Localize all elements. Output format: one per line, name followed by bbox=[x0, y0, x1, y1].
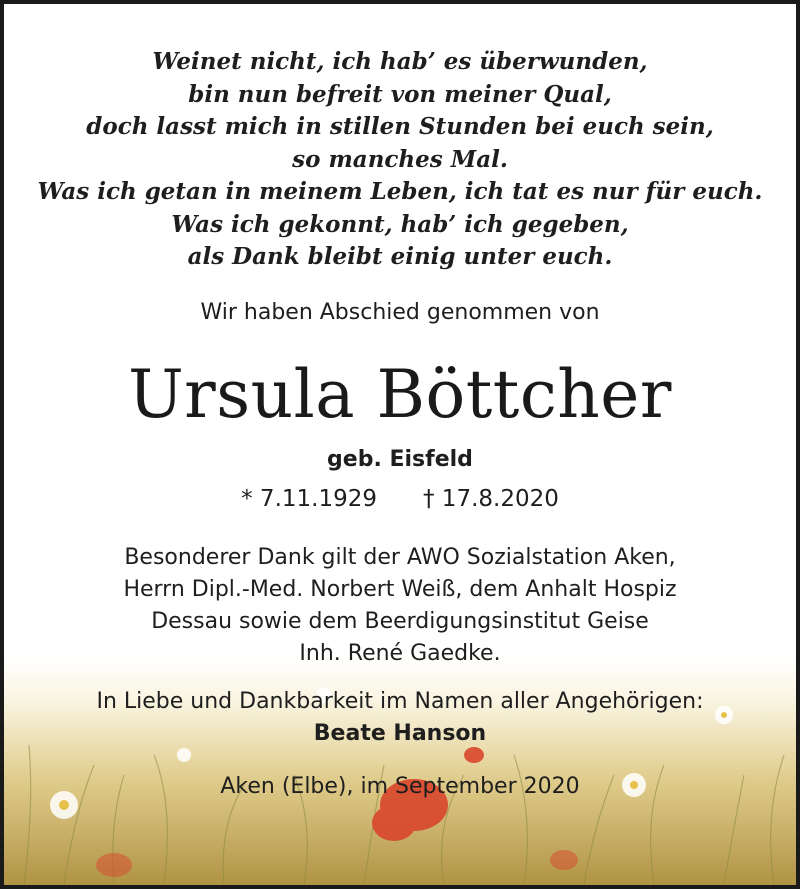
maiden-name: geb. Eisfeld bbox=[327, 447, 473, 472]
thanks-line: Besonderer Dank gilt der AWO Sozialstation Aken, bbox=[124, 545, 676, 570]
poem-line: als Dank bleibt einig unter euch. bbox=[187, 243, 613, 270]
birth-date: * 7.11.1929 bbox=[241, 486, 377, 512]
deceased-name: Ursula Böttcher bbox=[128, 356, 672, 433]
place-date: Aken (Elbe), im September 2020 bbox=[220, 774, 580, 799]
thanks-line: Herrn Dipl.-Med. Norbert Weiß, dem Anhalt Hospiz bbox=[123, 577, 677, 602]
poem-line: Was ich gekonnt, hab’ ich gegeben, bbox=[171, 210, 629, 238]
life-dates bbox=[4, 486, 796, 512]
signoff bbox=[4, 686, 796, 750]
signer-name: Beate Hanson bbox=[313, 721, 487, 746]
poem-line: Was ich getan in meinem Leben, ich tat es nur für euch. bbox=[37, 178, 763, 205]
poem-line: doch lasst mich in stillen Stunden bei euch sein, bbox=[86, 113, 714, 140]
thanks-line: Inh. René Gaedke. bbox=[299, 641, 501, 666]
thanks-line: Dessau sowie dem Beerdigungsinstitut Geise bbox=[151, 609, 649, 634]
signoff-line: In Liebe und Dankbarkeit im Namen aller Angehörigen: bbox=[96, 689, 704, 714]
poem-line: Weinet nicht, ich hab’ es überwunden, bbox=[152, 48, 648, 75]
poem-line: bin nun befreit von meiner Qual, bbox=[188, 80, 612, 108]
thanks-text bbox=[4, 542, 796, 670]
death-date: † 17.8.2020 bbox=[423, 486, 559, 512]
intro-text: Wir haben Abschied genommen von bbox=[200, 300, 600, 325]
poem bbox=[4, 46, 796, 274]
poem-line: so manches Mal. bbox=[292, 145, 508, 173]
